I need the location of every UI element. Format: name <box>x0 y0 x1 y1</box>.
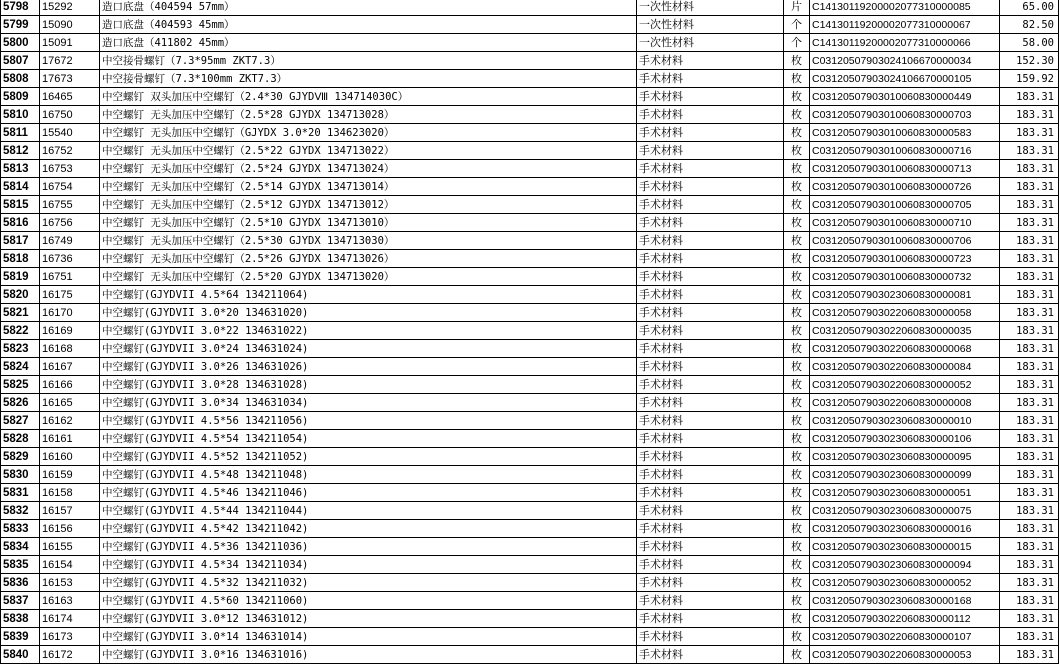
catalog-id-cell: C03120507903022060830000107 <box>810 628 1000 646</box>
item-code-cell: 16751 <box>40 268 100 286</box>
category-cell: 手术材料 <box>637 196 784 214</box>
unit-cell: 枚 <box>784 304 810 322</box>
price-cell: 183.31 <box>1000 520 1059 538</box>
catalog-id-cell: C03120507903023060830000015 <box>810 538 1000 556</box>
unit-cell: 枚 <box>784 214 810 232</box>
price-cell: 183.31 <box>1000 142 1059 160</box>
category-cell: 手术材料 <box>637 358 784 376</box>
category-cell: 手术材料 <box>637 124 784 142</box>
table-row <box>1 628 1059 646</box>
table-row <box>1 466 1059 484</box>
item-name-cell: 中空接骨螺钉（7.3*100mm ZKT7.3） <box>100 70 637 88</box>
row-number-cell: 5826 <box>1 394 40 412</box>
row-number-cell: 5838 <box>1 610 40 628</box>
category-cell: 手术材料 <box>637 340 784 358</box>
category-cell: 手术材料 <box>637 214 784 232</box>
price-cell: 183.31 <box>1000 628 1059 646</box>
table-row <box>1 322 1059 340</box>
price-cell: 183.31 <box>1000 322 1059 340</box>
price-cell: 183.31 <box>1000 484 1059 502</box>
item-code-cell: 16163 <box>40 592 100 610</box>
catalog-id-cell: C03120507903022060830000052 <box>810 376 1000 394</box>
item-name-cell: 中空螺钉 无头加压中空螺钉（2.5*26 GJYDX 134713026） <box>100 250 637 268</box>
unit-cell: 枚 <box>784 592 810 610</box>
catalog-id-cell: C03120507903010060830000716 <box>810 142 1000 160</box>
category-cell: 一次性材料 <box>637 16 784 34</box>
item-name-cell: 中空螺钉(GJYDVII 4.5*56 134211056) <box>100 412 637 430</box>
item-code-cell: 17673 <box>40 70 100 88</box>
unit-cell: 枚 <box>784 70 810 88</box>
price-cell: 183.31 <box>1000 358 1059 376</box>
category-cell: 手术材料 <box>637 430 784 448</box>
unit-cell: 枚 <box>784 358 810 376</box>
catalog-id-cell: C03120507903022060830000058 <box>810 304 1000 322</box>
table-row <box>1 70 1059 88</box>
price-cell: 183.31 <box>1000 124 1059 142</box>
row-number-cell: 5832 <box>1 502 40 520</box>
price-cell: 183.31 <box>1000 160 1059 178</box>
category-cell: 手术材料 <box>637 592 784 610</box>
row-number-cell: 5812 <box>1 142 40 160</box>
table-row <box>1 196 1059 214</box>
item-name-cell: 中空螺钉 无头加压中空螺钉（2.5*24 GJYDX 134713024） <box>100 160 637 178</box>
row-number-cell: 5823 <box>1 340 40 358</box>
table-row <box>1 88 1059 106</box>
item-name-cell: 中空螺钉(GJYDVII 4.5*54 134211054) <box>100 430 637 448</box>
category-cell: 手术材料 <box>637 160 784 178</box>
item-name-cell: 中空螺钉(GJYDVII 4.5*42 134211042) <box>100 520 637 538</box>
unit-cell: 枚 <box>784 466 810 484</box>
category-cell: 手术材料 <box>637 412 784 430</box>
item-name-cell: 中空螺钉(GJYDVII 3.0*14 134631014) <box>100 628 637 646</box>
catalog-id-cell: C03120507903022060830000112 <box>810 610 1000 628</box>
unit-cell: 枚 <box>784 178 810 196</box>
catalog-id-cell: C03120507903023060830000099 <box>810 466 1000 484</box>
unit-cell: 枚 <box>784 232 810 250</box>
item-code-cell: 16169 <box>40 322 100 340</box>
catalog-id-cell: C03120507903010060830000713 <box>810 160 1000 178</box>
table-row <box>1 286 1059 304</box>
item-code-cell: 16167 <box>40 358 100 376</box>
row-number-cell: 5839 <box>1 628 40 646</box>
table-row <box>1 106 1059 124</box>
item-name-cell: 中空螺钉 无头加压中空螺钉（2.5*12 GJYDX 134713012） <box>100 196 637 214</box>
item-name-cell: 中空螺钉(GJYDVII 4.5*44 134211044) <box>100 502 637 520</box>
unit-cell: 枚 <box>784 88 810 106</box>
item-name-cell: 中空螺钉(GJYDVII 4.5*64 134211064) <box>100 286 637 304</box>
price-cell: 183.31 <box>1000 646 1059 664</box>
item-name-cell: 造口底盘（411802 45mm） <box>100 34 637 52</box>
table-row <box>1 358 1059 376</box>
category-cell: 手术材料 <box>637 142 784 160</box>
row-number-cell: 5825 <box>1 376 40 394</box>
item-code-cell: 16465 <box>40 88 100 106</box>
item-code-cell: 16162 <box>40 412 100 430</box>
row-number-cell: 5834 <box>1 538 40 556</box>
catalog-id-cell: C03120507903023060830000016 <box>810 520 1000 538</box>
row-number-cell: 5813 <box>1 160 40 178</box>
item-name-cell: 中空螺钉(GJYDVII 3.0*12 134631012) <box>100 610 637 628</box>
unit-cell: 枚 <box>784 250 810 268</box>
item-code-cell: 16153 <box>40 574 100 592</box>
item-code-cell: 16173 <box>40 628 100 646</box>
catalog-id-cell: C03120507903023060830000106 <box>810 430 1000 448</box>
price-cell: 183.31 <box>1000 376 1059 394</box>
catalog-id-cell: C03120507903023060830000168 <box>810 592 1000 610</box>
item-code-cell: 15540 <box>40 124 100 142</box>
row-number-cell: 5836 <box>1 574 40 592</box>
table-row <box>1 394 1059 412</box>
category-cell: 手术材料 <box>637 106 784 124</box>
item-code-cell: 15090 <box>40 16 100 34</box>
price-cell: 183.31 <box>1000 430 1059 448</box>
row-number-cell: 5837 <box>1 592 40 610</box>
item-code-cell: 16754 <box>40 178 100 196</box>
unit-cell: 枚 <box>784 520 810 538</box>
price-cell: 183.31 <box>1000 466 1059 484</box>
unit-cell: 枚 <box>784 286 810 304</box>
item-code-cell: 16157 <box>40 502 100 520</box>
table-row <box>1 646 1059 664</box>
category-cell: 手术材料 <box>637 520 784 538</box>
catalog-id-cell: C03120507903023060830000075 <box>810 502 1000 520</box>
catalog-id-cell: C03120507903023060830000051 <box>810 484 1000 502</box>
item-name-cell: 中空螺钉 无头加压中空螺钉（2.5*30 GJYDX 134713030） <box>100 232 637 250</box>
price-cell: 183.31 <box>1000 574 1059 592</box>
catalog-id-cell: C03120507903010060830000726 <box>810 178 1000 196</box>
item-name-cell: 中空螺钉(GJYDVII 4.5*46 134211046) <box>100 484 637 502</box>
item-name-cell: 中空螺钉(GJYDVII 3.0*22 134631022) <box>100 322 637 340</box>
item-code-cell: 16175 <box>40 286 100 304</box>
unit-cell: 枚 <box>784 376 810 394</box>
category-cell: 手术材料 <box>637 574 784 592</box>
row-number-cell: 5830 <box>1 466 40 484</box>
category-cell: 手术材料 <box>637 556 784 574</box>
row-number-cell: 5818 <box>1 250 40 268</box>
price-cell: 183.31 <box>1000 106 1059 124</box>
table-row <box>1 250 1059 268</box>
item-name-cell: 中空螺钉 无头加压中空螺钉（2.5*20 GJYDX 134713020） <box>100 268 637 286</box>
item-name-cell: 中空螺钉(GJYDVII 4.5*52 134211052) <box>100 448 637 466</box>
price-cell: 183.31 <box>1000 214 1059 232</box>
table-row <box>1 538 1059 556</box>
item-name-cell: 中空螺钉 无头加压中空螺钉（GJYDX 3.0*20 134623020） <box>100 124 637 142</box>
row-number-cell: 5799 <box>1 16 40 34</box>
catalog-id-cell: C03120507903022060830000068 <box>810 340 1000 358</box>
item-code-cell: 17672 <box>40 52 100 70</box>
catalog-id-cell: C03120507903010060830000710 <box>810 214 1000 232</box>
price-cell: 183.31 <box>1000 556 1059 574</box>
catalog-id-cell: C14130119200002077310000085 <box>810 0 1000 16</box>
table-row <box>1 484 1059 502</box>
unit-cell: 枚 <box>784 106 810 124</box>
item-code-cell: 16160 <box>40 448 100 466</box>
catalog-id-cell: C03120507903022060830000008 <box>810 394 1000 412</box>
row-number-cell: 5816 <box>1 214 40 232</box>
catalog-id-cell: C14130119200002077310000067 <box>810 16 1000 34</box>
item-code-cell: 15292 <box>40 0 100 16</box>
unit-cell: 枚 <box>784 394 810 412</box>
price-cell: 183.31 <box>1000 448 1059 466</box>
row-number-cell: 5817 <box>1 232 40 250</box>
unit-cell: 枚 <box>784 430 810 448</box>
item-code-cell: 16165 <box>40 394 100 412</box>
row-number-cell: 5831 <box>1 484 40 502</box>
category-cell: 手术材料 <box>637 628 784 646</box>
unit-cell: 枚 <box>784 448 810 466</box>
table-row <box>1 412 1059 430</box>
item-code-cell: 16158 <box>40 484 100 502</box>
catalog-id-cell: C03120507903023060830000052 <box>810 574 1000 592</box>
price-cell: 183.31 <box>1000 196 1059 214</box>
table-row <box>1 160 1059 178</box>
unit-cell: 枚 <box>784 610 810 628</box>
table-row <box>1 214 1059 232</box>
unit-cell: 片 <box>784 0 810 16</box>
row-number-cell: 5822 <box>1 322 40 340</box>
item-code-cell: 16174 <box>40 610 100 628</box>
catalog-id-cell: C03120507903024106670000105 <box>810 70 1000 88</box>
catalog-id-cell: C03120507903022060830000084 <box>810 358 1000 376</box>
catalog-id-cell: C03120507903023060830000010 <box>810 412 1000 430</box>
item-name-cell: 中空螺钉(GJYDVII 3.0*34 134631034) <box>100 394 637 412</box>
price-cell: 183.31 <box>1000 412 1059 430</box>
table-row <box>1 178 1059 196</box>
catalog-id-cell: C03120507903010060830000732 <box>810 268 1000 286</box>
category-cell: 手术材料 <box>637 178 784 196</box>
price-cell: 183.31 <box>1000 268 1059 286</box>
unit-cell: 个 <box>784 16 810 34</box>
item-name-cell: 中空螺钉 无头加压中空螺钉（2.5*14 GJYDX 134713014） <box>100 178 637 196</box>
table-row <box>1 520 1059 538</box>
catalog-id-cell: C03120507903010060830000703 <box>810 106 1000 124</box>
row-number-cell: 5840 <box>1 646 40 664</box>
row-number-cell: 5815 <box>1 196 40 214</box>
item-name-cell: 中空螺钉(GJYDVII 3.0*24 134631024) <box>100 340 637 358</box>
item-code-cell: 16755 <box>40 196 100 214</box>
item-name-cell: 中空螺钉 无头加压中空螺钉（2.5*10 GJYDX 134713010） <box>100 214 637 232</box>
category-cell: 手术材料 <box>637 250 784 268</box>
table-row <box>1 430 1059 448</box>
category-cell: 手术材料 <box>637 538 784 556</box>
catalog-id-cell: C03120507903023060830000094 <box>810 556 1000 574</box>
category-cell: 手术材料 <box>637 268 784 286</box>
item-name-cell: 中空螺钉(GJYDVII 3.0*20 134631020) <box>100 304 637 322</box>
catalog-id-cell: C03120507903022060830000053 <box>810 646 1000 664</box>
category-cell: 一次性材料 <box>637 0 784 16</box>
table-row <box>1 448 1059 466</box>
table-row <box>1 340 1059 358</box>
category-cell: 手术材料 <box>637 646 784 664</box>
table-row <box>1 34 1059 52</box>
unit-cell: 枚 <box>784 502 810 520</box>
unit-cell: 枚 <box>784 340 810 358</box>
table-row <box>1 304 1059 322</box>
catalog-id-cell: C03120507903010060830000706 <box>810 232 1000 250</box>
item-name-cell: 造口底盘（404593 45mm） <box>100 16 637 34</box>
category-cell: 手术材料 <box>637 376 784 394</box>
table-row <box>1 610 1059 628</box>
category-cell: 手术材料 <box>637 448 784 466</box>
unit-cell: 个 <box>784 34 810 52</box>
item-code-cell: 16753 <box>40 160 100 178</box>
row-number-cell: 5820 <box>1 286 40 304</box>
catalog-id-cell: C14130119200002077310000066 <box>810 34 1000 52</box>
category-cell: 手术材料 <box>637 88 784 106</box>
price-cell: 65.00 <box>1000 0 1059 16</box>
table-row <box>1 502 1059 520</box>
catalog-id-cell: C03120507903023060830000081 <box>810 286 1000 304</box>
item-code-cell: 16752 <box>40 142 100 160</box>
item-name-cell: 中空螺钉(GJYDVII 4.5*32 134211032) <box>100 574 637 592</box>
price-cell: 183.31 <box>1000 88 1059 106</box>
item-name-cell: 中空螺钉(GJYDVII 4.5*34 134211034) <box>100 556 637 574</box>
table-row <box>1 16 1059 34</box>
table-body <box>1 0 1059 664</box>
row-number-cell: 5810 <box>1 106 40 124</box>
item-name-cell: 中空螺钉(GJYDVII 3.0*16 134631016) <box>100 646 637 664</box>
catalog-id-cell: C03120507903024106670000034 <box>810 52 1000 70</box>
unit-cell: 枚 <box>784 142 810 160</box>
price-cell: 183.31 <box>1000 340 1059 358</box>
price-cell: 183.31 <box>1000 250 1059 268</box>
unit-cell: 枚 <box>784 124 810 142</box>
table-row <box>1 268 1059 286</box>
category-cell: 手术材料 <box>637 232 784 250</box>
table-row <box>1 52 1059 70</box>
catalog-id-cell: C03120507903022060830000035 <box>810 322 1000 340</box>
item-code-cell: 16170 <box>40 304 100 322</box>
item-code-cell: 16756 <box>40 214 100 232</box>
item-code-cell: 15091 <box>40 34 100 52</box>
row-number-cell: 5828 <box>1 430 40 448</box>
item-code-cell: 16168 <box>40 340 100 358</box>
unit-cell: 枚 <box>784 52 810 70</box>
unit-cell: 枚 <box>784 646 810 664</box>
category-cell: 手术材料 <box>637 286 784 304</box>
item-name-cell: 中空螺钉 双头加压中空螺钉（2.4*30 GJYDⅧ 134714030C） <box>100 88 637 106</box>
row-number-cell: 5829 <box>1 448 40 466</box>
row-number-cell: 5800 <box>1 34 40 52</box>
unit-cell: 枚 <box>784 268 810 286</box>
unit-cell: 枚 <box>784 484 810 502</box>
item-code-cell: 16156 <box>40 520 100 538</box>
row-number-cell: 5833 <box>1 520 40 538</box>
price-cell: 183.31 <box>1000 610 1059 628</box>
row-number-cell: 5827 <box>1 412 40 430</box>
table-row <box>1 556 1059 574</box>
price-cell: 183.31 <box>1000 232 1059 250</box>
item-name-cell: 中空螺钉(GJYDVII 3.0*26 134631026) <box>100 358 637 376</box>
row-number-cell: 5809 <box>1 88 40 106</box>
row-number-cell: 5814 <box>1 178 40 196</box>
category-cell: 一次性材料 <box>637 34 784 52</box>
item-code-cell: 16750 <box>40 106 100 124</box>
item-name-cell: 中空接骨螺钉（7.3*95mm ZKT7.3） <box>100 52 637 70</box>
category-cell: 手术材料 <box>637 502 784 520</box>
category-cell: 手术材料 <box>637 394 784 412</box>
row-number-cell: 5811 <box>1 124 40 142</box>
category-cell: 手术材料 <box>637 52 784 70</box>
item-code-cell: 16161 <box>40 430 100 448</box>
price-cell: 183.31 <box>1000 304 1059 322</box>
item-code-cell: 16155 <box>40 538 100 556</box>
table-row <box>1 142 1059 160</box>
item-code-cell: 16166 <box>40 376 100 394</box>
category-cell: 手术材料 <box>637 484 784 502</box>
unit-cell: 枚 <box>784 322 810 340</box>
price-cell: 183.31 <box>1000 502 1059 520</box>
item-code-cell: 16154 <box>40 556 100 574</box>
table-row <box>1 574 1059 592</box>
price-cell: 183.31 <box>1000 592 1059 610</box>
table-row <box>1 376 1059 394</box>
category-cell: 手术材料 <box>637 70 784 88</box>
catalog-id-cell: C03120507903010060830000723 <box>810 250 1000 268</box>
row-number-cell: 5824 <box>1 358 40 376</box>
price-cell: 183.31 <box>1000 538 1059 556</box>
price-cell: 159.92 <box>1000 70 1059 88</box>
price-cell: 183.31 <box>1000 394 1059 412</box>
unit-cell: 枚 <box>784 412 810 430</box>
item-name-cell: 中空螺钉 无头加压中空螺钉（2.5*28 GJYDX 134713028） <box>100 106 637 124</box>
row-number-cell: 5821 <box>1 304 40 322</box>
item-name-cell: 中空螺钉(GJYDVII 4.5*60 134211060) <box>100 592 637 610</box>
unit-cell: 枚 <box>784 160 810 178</box>
price-cell: 183.31 <box>1000 286 1059 304</box>
price-cell: 152.30 <box>1000 52 1059 70</box>
unit-cell: 枚 <box>784 574 810 592</box>
catalog-id-cell: C03120507903010060830000705 <box>810 196 1000 214</box>
category-cell: 手术材料 <box>637 610 784 628</box>
row-number-cell: 5808 <box>1 70 40 88</box>
table-row <box>1 232 1059 250</box>
category-cell: 手术材料 <box>637 466 784 484</box>
category-cell: 手术材料 <box>637 304 784 322</box>
item-name-cell: 中空螺钉(GJYDVII 3.0*28 134631028) <box>100 376 637 394</box>
table-row <box>1 592 1059 610</box>
unit-cell: 枚 <box>784 196 810 214</box>
price-cell: 82.50 <box>1000 16 1059 34</box>
item-name-cell: 造口底盘（404594 57mm） <box>100 0 637 16</box>
item-code-cell: 16736 <box>40 250 100 268</box>
item-name-cell: 中空螺钉(GJYDVII 4.5*48 134211048) <box>100 466 637 484</box>
unit-cell: 枚 <box>784 538 810 556</box>
price-cell: 58.00 <box>1000 34 1059 52</box>
item-name-cell: 中空螺钉(GJYDVII 4.5*36 134211036) <box>100 538 637 556</box>
table-row <box>1 0 1059 16</box>
catalog-id-cell: C03120507903010060830000449 <box>810 88 1000 106</box>
price-cell: 183.31 <box>1000 178 1059 196</box>
category-cell: 手术材料 <box>637 322 784 340</box>
item-code-cell: 16749 <box>40 232 100 250</box>
row-number-cell: 5819 <box>1 268 40 286</box>
item-code-cell: 16159 <box>40 466 100 484</box>
catalog-id-cell: C03120507903010060830000583 <box>810 124 1000 142</box>
item-code-cell: 16172 <box>40 646 100 664</box>
catalog-id-cell: C03120507903023060830000095 <box>810 448 1000 466</box>
table-row <box>1 124 1059 142</box>
row-number-cell: 5807 <box>1 52 40 70</box>
unit-cell: 枚 <box>784 628 810 646</box>
unit-cell: 枚 <box>784 556 810 574</box>
row-number-cell: 5835 <box>1 556 40 574</box>
row-number-cell: 5798 <box>1 0 40 16</box>
item-name-cell: 中空螺钉 无头加压中空螺钉（2.5*22 GJYDX 134713022） <box>100 142 637 160</box>
